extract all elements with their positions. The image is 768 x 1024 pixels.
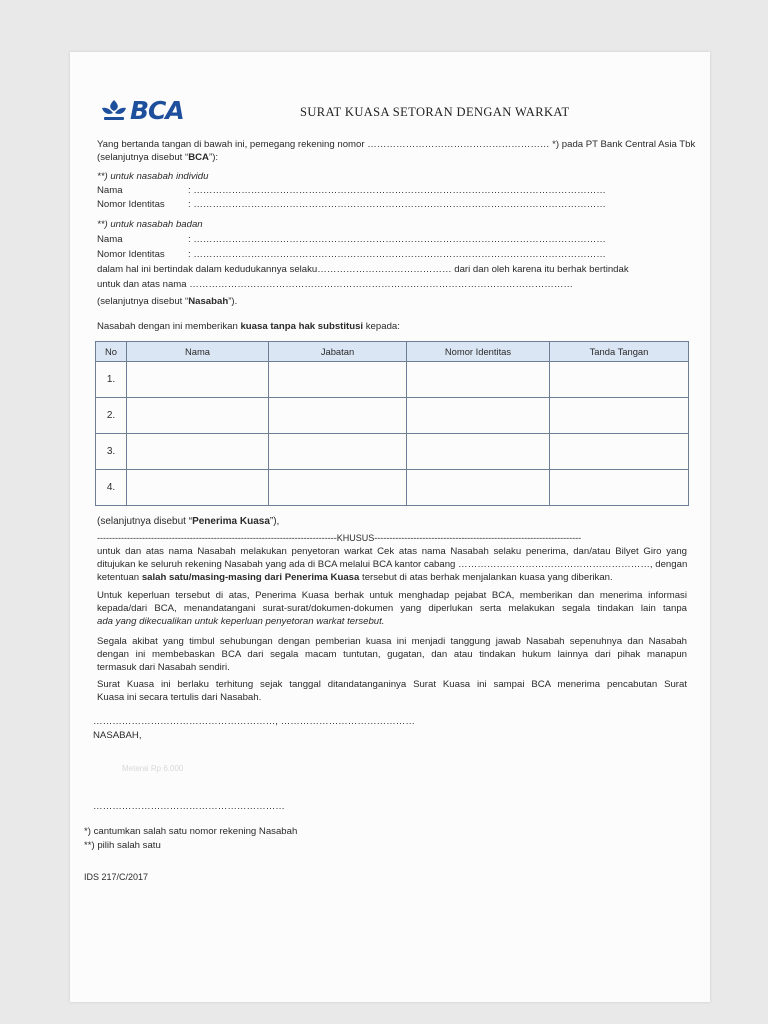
cell-tanda-tangan[interactable]: [550, 398, 689, 434]
row-number: 1.: [96, 362, 127, 398]
badan-nama-field[interactable]: : …………………………………………………………………………………………………………………: [188, 234, 606, 245]
table-row: [96, 362, 689, 398]
paragraph-4-line-2: Kuasa ini secara tertulis dari Nasabah.: [97, 692, 262, 703]
col-header-nomor-identitas: Nomor Identitas: [407, 342, 550, 362]
cell-tanda-tangan[interactable]: [550, 470, 689, 506]
cell-nama[interactable]: [127, 398, 269, 434]
cell-tanda-tangan[interactable]: [550, 362, 689, 398]
intro-line-2: (selanjutnya disebut “BCA”):: [97, 152, 219, 163]
penerima-definition: (selanjutnya disebut “Penerima Kuasa”),: [97, 516, 280, 527]
nasabah-definition: (selanjutnya disebut “Nasabah”).: [97, 296, 238, 307]
paragraph-3-line-2: dengan ini membebaskan BCA dari segala macam tuntutan, gugatan, dan atau tindakan hukum lainnya dari pihak manapun: [97, 649, 687, 660]
badan-id-label: Nomor Identitas: [97, 249, 165, 260]
table-row: [96, 398, 689, 434]
cell-jabatan[interactable]: [269, 398, 407, 434]
individu-nama-label: Nama: [97, 185, 123, 196]
cell-tanda-tangan[interactable]: [550, 434, 689, 470]
bca-logo: [100, 96, 184, 124]
cell-nama[interactable]: [127, 470, 269, 506]
date-place-field[interactable]: …………………………………………………, ……………………………………: [93, 716, 415, 727]
paragraph-2-line-3: ada yang dikecualikan untuk keperluan penyetoran warkat tersebut.: [97, 616, 385, 627]
table-row: [96, 434, 689, 470]
badan-kedudukan-line: dalam hal ini bertindak dalam kedudukannya selaku…………………………………… dari dan oleh karena itu berhak bertindak: [97, 264, 629, 275]
cell-nomor-identitas[interactable]: [407, 434, 550, 470]
badan-heading: **) untuk nasabah badan: [97, 219, 203, 230]
badan-atas-nama-line: untuk dan atas nama …………………………………………………………………………………………………………: [97, 279, 574, 290]
khusus-line-2: ditujukan ke seluruh rekening Nasabah yang ada di BCA melalui BCA kantor cabang ……………………………………………………, dengan: [97, 559, 688, 570]
document-code: IDS 217/C/2017: [84, 872, 149, 882]
cell-jabatan[interactable]: [269, 470, 407, 506]
cell-jabatan[interactable]: [269, 434, 407, 470]
document-title: SURAT KUASA SETORAN DENGAN WARKAT: [300, 105, 570, 119]
individu-heading: **) untuk nasabah individu: [97, 171, 209, 182]
row-number: 4.: [96, 470, 127, 506]
signature-line[interactable]: ……………………………………………………: [93, 801, 285, 812]
row-number: 3.: [96, 434, 127, 470]
bca-logo-icon: [100, 98, 128, 122]
meterai-placeholder: Meterai Rp 6.000: [122, 764, 184, 773]
footnote-2: **) pilih salah satu: [84, 840, 161, 851]
paragraph-3-line-3: termasuk dari Nasabah sendiri.: [97, 662, 230, 673]
cell-nomor-identitas[interactable]: [407, 470, 550, 506]
table-row: [96, 470, 689, 506]
paragraph-3-line-1: Segala akibat yang timbul sehubungan dengan pemberian kuasa ini menjadi tanggung jawab Nasabah sepenuhnya dan Nasabah: [97, 636, 687, 647]
individu-nama-field[interactable]: : …………………………………………………………………………………………………………………: [188, 185, 606, 196]
paragraph-2-line-1: Untuk keperluan tersebut di atas, Penerima Kuasa berhak untuk menghadap pejabat BCA, memberikan dan menerima informasi: [97, 590, 687, 601]
kuasa-statement: Nasabah dengan ini memberikan kuasa tanpa hak substitusi kepada:: [97, 321, 400, 332]
cell-nama[interactable]: [127, 434, 269, 470]
footnote-1: *) cantumkan salah satu nomor rekening Nasabah: [84, 826, 298, 837]
khusus-line-3: ketentuan salah satu/masing-masing dari Penerima Kuasa tersebut di atas berhak menjalankan kuasa yang diberikan.: [97, 572, 613, 583]
col-header-tanda-tangan: Tanda Tangan: [550, 342, 689, 362]
cell-nama[interactable]: [127, 362, 269, 398]
cell-jabatan[interactable]: [269, 362, 407, 398]
badan-nama-label: Nama: [97, 234, 123, 245]
intro-line-1: Yang bertanda tangan di bawah ini, pemegang rekening nomor ………………………………………………… *) pada PT Bank Central Asia Tbk: [97, 139, 696, 150]
paragraph-4-line-1: Surat Kuasa ini berlaku terhitung sejak tanggal ditandatanganinya Surat Kuasa ini sampai BCA menerima pencabutan Surat: [97, 679, 687, 690]
col-header-nama: Nama: [127, 342, 269, 362]
col-header-no: No: [96, 342, 127, 362]
logo-text: BCA: [130, 95, 184, 125]
khusus-divider: --------------------------------------------------------------------------------KHUSUS---------------------------------------------------------------------: [97, 533, 582, 543]
paragraph-2-line-2: kepada/dari BCA, menandatangani surat-surat/dokumen-dokumen yang diperlukan serta melakukan segala tindakan lain tanpa: [97, 603, 687, 614]
individu-id-field[interactable]: : …………………………………………………………………………………………………………………: [188, 199, 606, 210]
khusus-line-1: untuk dan atas nama Nasabah melakukan penyetoran warkat Cek atas nama Nasabah selaku penerima, dan/atau Bilyet Giro yang: [97, 546, 687, 557]
row-number: 2.: [96, 398, 127, 434]
cell-nomor-identitas[interactable]: [407, 398, 550, 434]
individu-id-label: Nomor Identitas: [97, 199, 165, 210]
cell-nomor-identitas[interactable]: [407, 362, 550, 398]
badan-id-field[interactable]: : …………………………………………………………………………………………………………………: [188, 249, 606, 260]
nasabah-signature-label: NASABAH,: [93, 730, 142, 741]
penerima-kuasa-table: [95, 341, 689, 506]
col-header-jabatan: Jabatan: [269, 342, 407, 362]
table-header-row: [96, 342, 689, 362]
